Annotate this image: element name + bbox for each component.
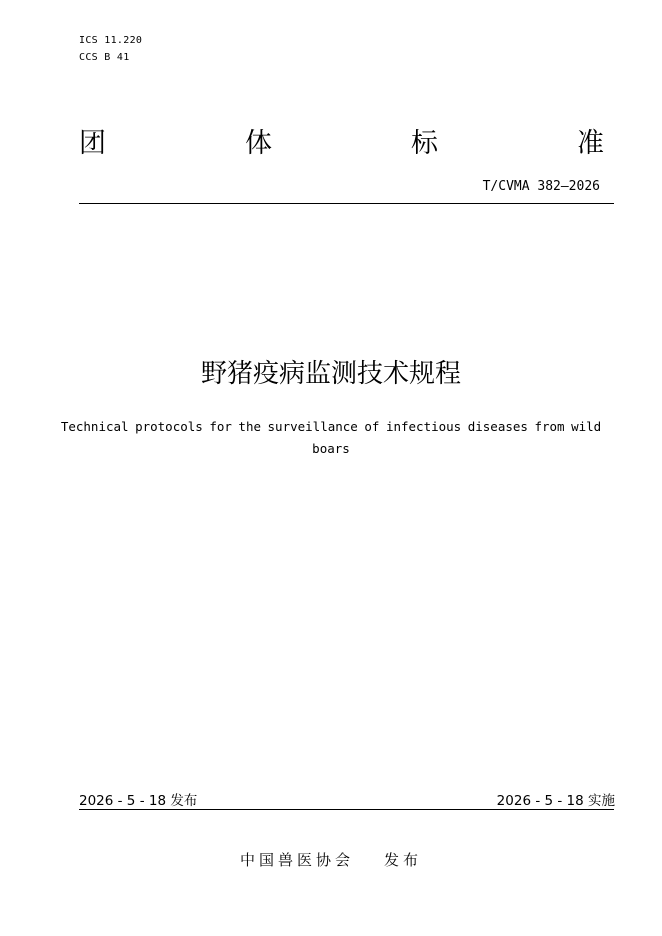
publisher-action: 发布 <box>384 851 423 869</box>
publisher-name: 中国兽医协会 <box>239 851 354 869</box>
standard-type-char: 标 <box>411 128 438 159</box>
document-title-chinese: 野猪疫病监测技术规程 <box>200 359 461 389</box>
standard-type-heading <box>79 126 604 162</box>
document-title-english: Technical protocols for the surveillance of infectious diseases from wild boars <box>60 419 602 456</box>
standard-type-char: 准 <box>577 128 604 159</box>
publisher-line <box>0 850 662 870</box>
standard-type-char: 团 <box>79 128 106 159</box>
standard-number: T/CVMA 382—2026 <box>482 179 600 194</box>
ics-code: ICS 11.220 <box>79 35 143 46</box>
ccs-code: CCS B 41 <box>79 52 130 63</box>
footer-divider <box>79 809 614 810</box>
publish-date: 2026 - 5 - 18 发布 <box>79 793 198 809</box>
header-divider <box>79 203 614 204</box>
standard-type-char: 体 <box>245 128 272 159</box>
implement-date: 2026 - 5 - 18 实施 <box>496 793 615 809</box>
